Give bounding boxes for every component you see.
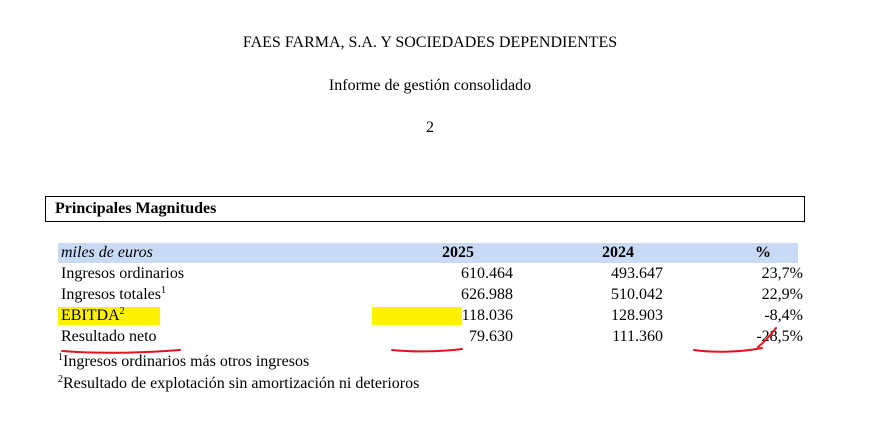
footnote-marker: 1 (160, 285, 166, 296)
value-2025: 118.036 (461, 307, 513, 324)
page-number: 2 (426, 119, 434, 136)
row-label: Ingresos ordinarios (61, 265, 185, 282)
table-header-row (58, 243, 798, 263)
value-2024: 493.647 (611, 265, 663, 282)
table-row (58, 285, 803, 305)
footnote-marker: 2 (119, 306, 125, 317)
footnote-marker: 2 (58, 374, 63, 385)
value-2025: 79.630 (469, 328, 513, 345)
section-heading: Principales Magnitudes (45, 196, 805, 222)
footnote: $^2$Resultado de explotación sin amortización ni deterioros (58, 374, 420, 392)
row-label: EBITDA$^2$ (61, 306, 125, 324)
column-header-units: miles de euros (61, 244, 153, 261)
row-label: Ingresos totales$^1$ (61, 285, 166, 303)
value-2025: 610.464 (461, 265, 513, 282)
value-percent: -8,4% (764, 307, 803, 324)
table-row (58, 327, 803, 347)
report-subtitle: Informe de gestión consolidado (328, 77, 532, 94)
value-percent: 23,7% (761, 265, 803, 282)
company-title: FAES FARMA, S.A. Y SOCIEDADES DEPENDIENTES (242, 34, 618, 51)
column-header-2025: 2025 (442, 244, 474, 261)
value-percent: 22,9% (761, 286, 803, 303)
value-2024: 128.903 (611, 307, 663, 324)
column-header-percent: % (755, 244, 771, 261)
table-row (58, 264, 803, 284)
footnote-marker: 1 (58, 352, 63, 363)
value-percent: -28,5% (756, 328, 803, 345)
underline-percent (694, 348, 762, 352)
underline-value-2025 (392, 349, 462, 351)
footnote: $^1$Ingresos ordinarios más otros ingresos (58, 352, 310, 370)
row-label: Resultado neto (61, 328, 157, 345)
value-2024: 510.042 (611, 286, 663, 303)
column-header-2024: 2024 (602, 244, 634, 261)
value-2024: 111.360 (612, 328, 663, 345)
value-2025: 626.988 (461, 286, 513, 303)
table-row (58, 306, 803, 326)
